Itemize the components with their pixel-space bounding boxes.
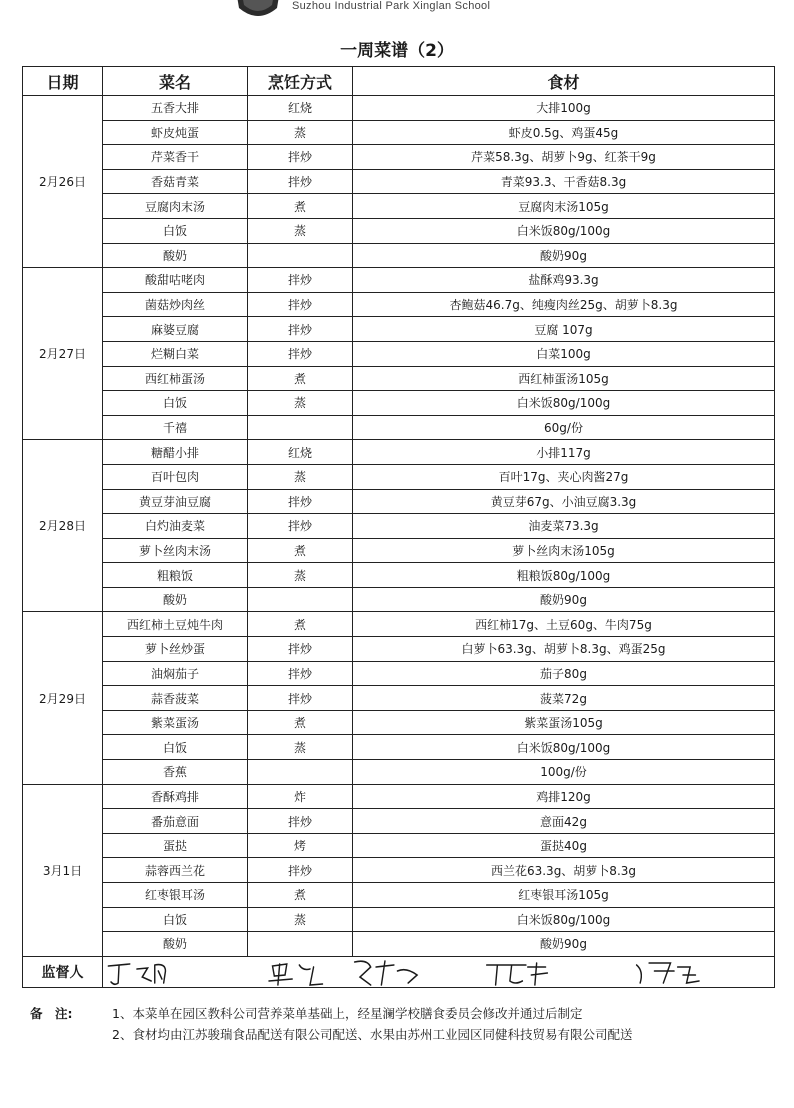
ingredients-cell: 白米饭80g/100g (353, 907, 775, 932)
notes-label: 备 注: (30, 1006, 73, 1021)
supervisor-row (23, 956, 775, 987)
cooking-method-cell: 拌炒 (248, 809, 353, 834)
dish-name-cell: 酸甜咕咾肉 (103, 268, 248, 293)
dish-name-cell: 西红柿蛋汤 (103, 366, 248, 391)
table-row (23, 145, 775, 170)
ingredients-cell: 酸奶90g (353, 587, 775, 612)
date-cell: 2月27日 (23, 268, 103, 440)
table-row (23, 760, 775, 785)
table-row (23, 317, 775, 342)
ingredients-cell: 西兰花63.3g、胡萝卜8.3g (353, 858, 775, 883)
dish-name-cell: 麻婆豆腐 (103, 317, 248, 342)
dish-name-cell: 百叶包肉 (103, 464, 248, 489)
ingredients-cell: 盐酥鸡93.3g (353, 268, 775, 293)
ingredients-cell: 鸡排120g (353, 784, 775, 809)
column-header-dish: 菜名 (103, 67, 248, 96)
cooking-method-cell: 蒸 (248, 120, 353, 145)
ingredients-cell: 60g/份 (353, 415, 775, 440)
cooking-method-cell: 拌炒 (248, 686, 353, 711)
cooking-method-cell: 拌炒 (248, 341, 353, 366)
ingredients-cell: 茄子80g (353, 661, 775, 686)
cooking-method-cell: 蒸 (248, 735, 353, 760)
ingredients-cell: 青菜93.3、干香菇8.3g (353, 169, 775, 194)
table-row (23, 587, 775, 612)
ingredients-cell: 芹菜58.3g、胡萝卜9g、红茶干9g (353, 145, 775, 170)
note-line-2: 2、食材均由江苏骏瑞食品配送有限公司配送、水果由苏州工业园区同健科技贸易有限公司配送 (112, 1027, 633, 1042)
table-row (23, 784, 775, 809)
table-header-row (23, 67, 775, 96)
cooking-method-cell: 拌炒 (248, 514, 353, 539)
dish-name-cell: 白饭 (103, 218, 248, 243)
cooking-method-cell: 拌炒 (248, 317, 353, 342)
cooking-method-cell: 煮 (248, 538, 353, 563)
dish-name-cell: 蛋挞 (103, 833, 248, 858)
cooking-method-cell: 拌炒 (248, 169, 353, 194)
supervisor-signatures (103, 957, 774, 987)
table-row (23, 366, 775, 391)
ingredients-cell: 蛋挞40g (353, 833, 775, 858)
table-row (23, 661, 775, 686)
date-cell: 2月29日 (23, 612, 103, 784)
dish-name-cell: 油焖茄子 (103, 661, 248, 686)
page-title: 一周菜谱（2） (340, 41, 454, 61)
table-row (23, 809, 775, 834)
table-row (23, 883, 775, 908)
ingredients-cell: 白菜100g (353, 341, 775, 366)
dish-name-cell: 蒜香菠菜 (103, 686, 248, 711)
ingredients-cell: 白米饭80g/100g (353, 218, 775, 243)
table-row (23, 612, 775, 637)
ingredients-cell: 菠菜72g (353, 686, 775, 711)
table-row (23, 415, 775, 440)
cooking-method-cell: 拌炒 (248, 268, 353, 293)
dish-name-cell: 糖醋小排 (103, 440, 248, 465)
dish-name-cell: 红枣银耳汤 (103, 883, 248, 908)
table-row (23, 710, 775, 735)
dish-name-cell: 白灼油麦菜 (103, 514, 248, 539)
ingredients-cell: 西红柿蛋汤105g (353, 366, 775, 391)
cooking-method-cell (248, 587, 353, 612)
table-row (23, 932, 775, 957)
ingredients-cell: 100g/份 (353, 760, 775, 785)
dish-name-cell: 黄豆芽油豆腐 (103, 489, 248, 514)
cooking-method-cell: 蒸 (248, 563, 353, 588)
ingredients-cell: 白萝卜63.3g、胡萝卜8.3g、鸡蛋25g (353, 637, 775, 662)
ingredients-cell: 杏鲍菇46.7g、纯瘦肉丝25g、胡萝卜8.3g (353, 292, 775, 317)
dish-name-cell: 西红柿土豆炖牛肉 (103, 612, 248, 637)
table-row (23, 218, 775, 243)
table-row (23, 538, 775, 563)
dish-name-cell: 紫菜蛋汤 (103, 710, 248, 735)
dish-name-cell: 白饭 (103, 391, 248, 416)
date-cell: 2月26日 (23, 96, 103, 268)
ingredients-cell: 酸奶90g (353, 243, 775, 268)
table-row (23, 243, 775, 268)
cooking-method-cell: 煮 (248, 366, 353, 391)
ingredients-cell: 萝卜丝肉末汤105g (353, 538, 775, 563)
table-row (23, 489, 775, 514)
table-row (23, 907, 775, 932)
column-header-method: 烹饪方式 (248, 67, 353, 96)
table-row (23, 440, 775, 465)
cooking-method-cell: 红烧 (248, 440, 353, 465)
dish-name-cell: 酸奶 (103, 932, 248, 957)
ingredients-cell: 西红柿17g、土豆60g、牛肉75g (353, 612, 775, 637)
cooking-method-cell: 拌炒 (248, 661, 353, 686)
cooking-method-cell: 拌炒 (248, 292, 353, 317)
ingredients-cell: 白米饭80g/100g (353, 735, 775, 760)
table-row (23, 514, 775, 539)
dish-name-cell: 菌菇炒肉丝 (103, 292, 248, 317)
ingredients-cell: 意面42g (353, 809, 775, 834)
school-name: Suzhou Industrial Park Xinglan School (292, 0, 491, 12)
ingredients-cell: 紫菜蛋汤105g (353, 710, 775, 735)
table-row (23, 341, 775, 366)
ingredients-cell: 豆腐 107g (353, 317, 775, 342)
column-header-date: 日期 (23, 67, 103, 96)
dish-name-cell: 香蕉 (103, 760, 248, 785)
table-row (23, 194, 775, 219)
cooking-method-cell: 煮 (248, 710, 353, 735)
cooking-method-cell: 烤 (248, 833, 353, 858)
dish-name-cell: 酸奶 (103, 243, 248, 268)
ingredients-cell: 粗粮饭80g/100g (353, 563, 775, 588)
table-row (23, 268, 775, 293)
table-row (23, 563, 775, 588)
cooking-method-cell: 蒸 (248, 391, 353, 416)
cooking-method-cell: 蒸 (248, 907, 353, 932)
supervisor-label: 监督人 (23, 956, 103, 987)
ingredients-cell: 小排117g (353, 440, 775, 465)
dish-name-cell: 五香大排 (103, 96, 248, 121)
ingredients-cell: 百叶17g、夹心肉酱27g (353, 464, 775, 489)
cooking-method-cell: 煮 (248, 612, 353, 637)
table-row (23, 858, 775, 883)
cooking-method-cell: 拌炒 (248, 858, 353, 883)
table-row (23, 686, 775, 711)
dish-name-cell: 芹菜香干 (103, 145, 248, 170)
dish-name-cell: 烂糊白菜 (103, 341, 248, 366)
weekly-menu-table (22, 66, 775, 988)
dish-name-cell: 虾皮炖蛋 (103, 120, 248, 145)
cooking-method-cell: 炸 (248, 784, 353, 809)
table-row (23, 96, 775, 121)
table-row (23, 169, 775, 194)
ingredients-cell: 红枣银耳汤105g (353, 883, 775, 908)
table-row (23, 391, 775, 416)
table-row (23, 735, 775, 760)
cooking-method-cell: 红烧 (248, 96, 353, 121)
school-logo-icon (233, 0, 283, 22)
cooking-method-cell: 煮 (248, 883, 353, 908)
cooking-method-cell: 拌炒 (248, 489, 353, 514)
table-row (23, 464, 775, 489)
cooking-method-cell (248, 243, 353, 268)
menu-body (23, 96, 775, 957)
cooking-method-cell (248, 760, 353, 785)
page-header (0, 0, 794, 28)
note-line-1: 1、本菜单在园区教科公司营养菜单基础上，经星澜学校膳食委员会修改并通过后制定 (112, 1006, 583, 1021)
dish-name-cell: 白饭 (103, 735, 248, 760)
ingredients-cell: 酸奶90g (353, 932, 775, 957)
dish-name-cell: 萝卜丝肉末汤 (103, 538, 248, 563)
dish-name-cell: 蒜蓉西兰花 (103, 858, 248, 883)
ingredients-cell: 油麦菜73.3g (353, 514, 775, 539)
ingredients-cell: 豆腐肉末汤105g (353, 194, 775, 219)
ingredients-cell: 黄豆芽67g、小油豆腐3.3g (353, 489, 775, 514)
cooking-method-cell: 拌炒 (248, 145, 353, 170)
dish-name-cell: 千禧 (103, 415, 248, 440)
cooking-method-cell: 蒸 (248, 464, 353, 489)
dish-name-cell: 番茄意面 (103, 809, 248, 834)
table-row (23, 637, 775, 662)
cooking-method-cell: 煮 (248, 194, 353, 219)
cooking-method-cell (248, 932, 353, 957)
date-cell: 2月28日 (23, 440, 103, 612)
date-cell: 3月1日 (23, 784, 103, 956)
cooking-method-cell: 拌炒 (248, 637, 353, 662)
signature-area (103, 956, 775, 987)
column-header-ingredients: 食材 (353, 67, 775, 96)
dish-name-cell: 萝卜丝炒蛋 (103, 637, 248, 662)
dish-name-cell: 豆腐肉末汤 (103, 194, 248, 219)
table-row (23, 120, 775, 145)
ingredients-cell: 白米饭80g/100g (353, 391, 775, 416)
ingredients-cell: 虾皮0.5g、鸡蛋45g (353, 120, 775, 145)
ingredients-cell: 大排100g (353, 96, 775, 121)
cooking-method-cell: 蒸 (248, 218, 353, 243)
table-row (23, 292, 775, 317)
table-row (23, 833, 775, 858)
cooking-method-cell (248, 415, 353, 440)
dish-name-cell: 白饭 (103, 907, 248, 932)
dish-name-cell: 香菇青菜 (103, 169, 248, 194)
dish-name-cell: 酸奶 (103, 587, 248, 612)
dish-name-cell: 粗粮饭 (103, 563, 248, 588)
dish-name-cell: 香酥鸡排 (103, 784, 248, 809)
